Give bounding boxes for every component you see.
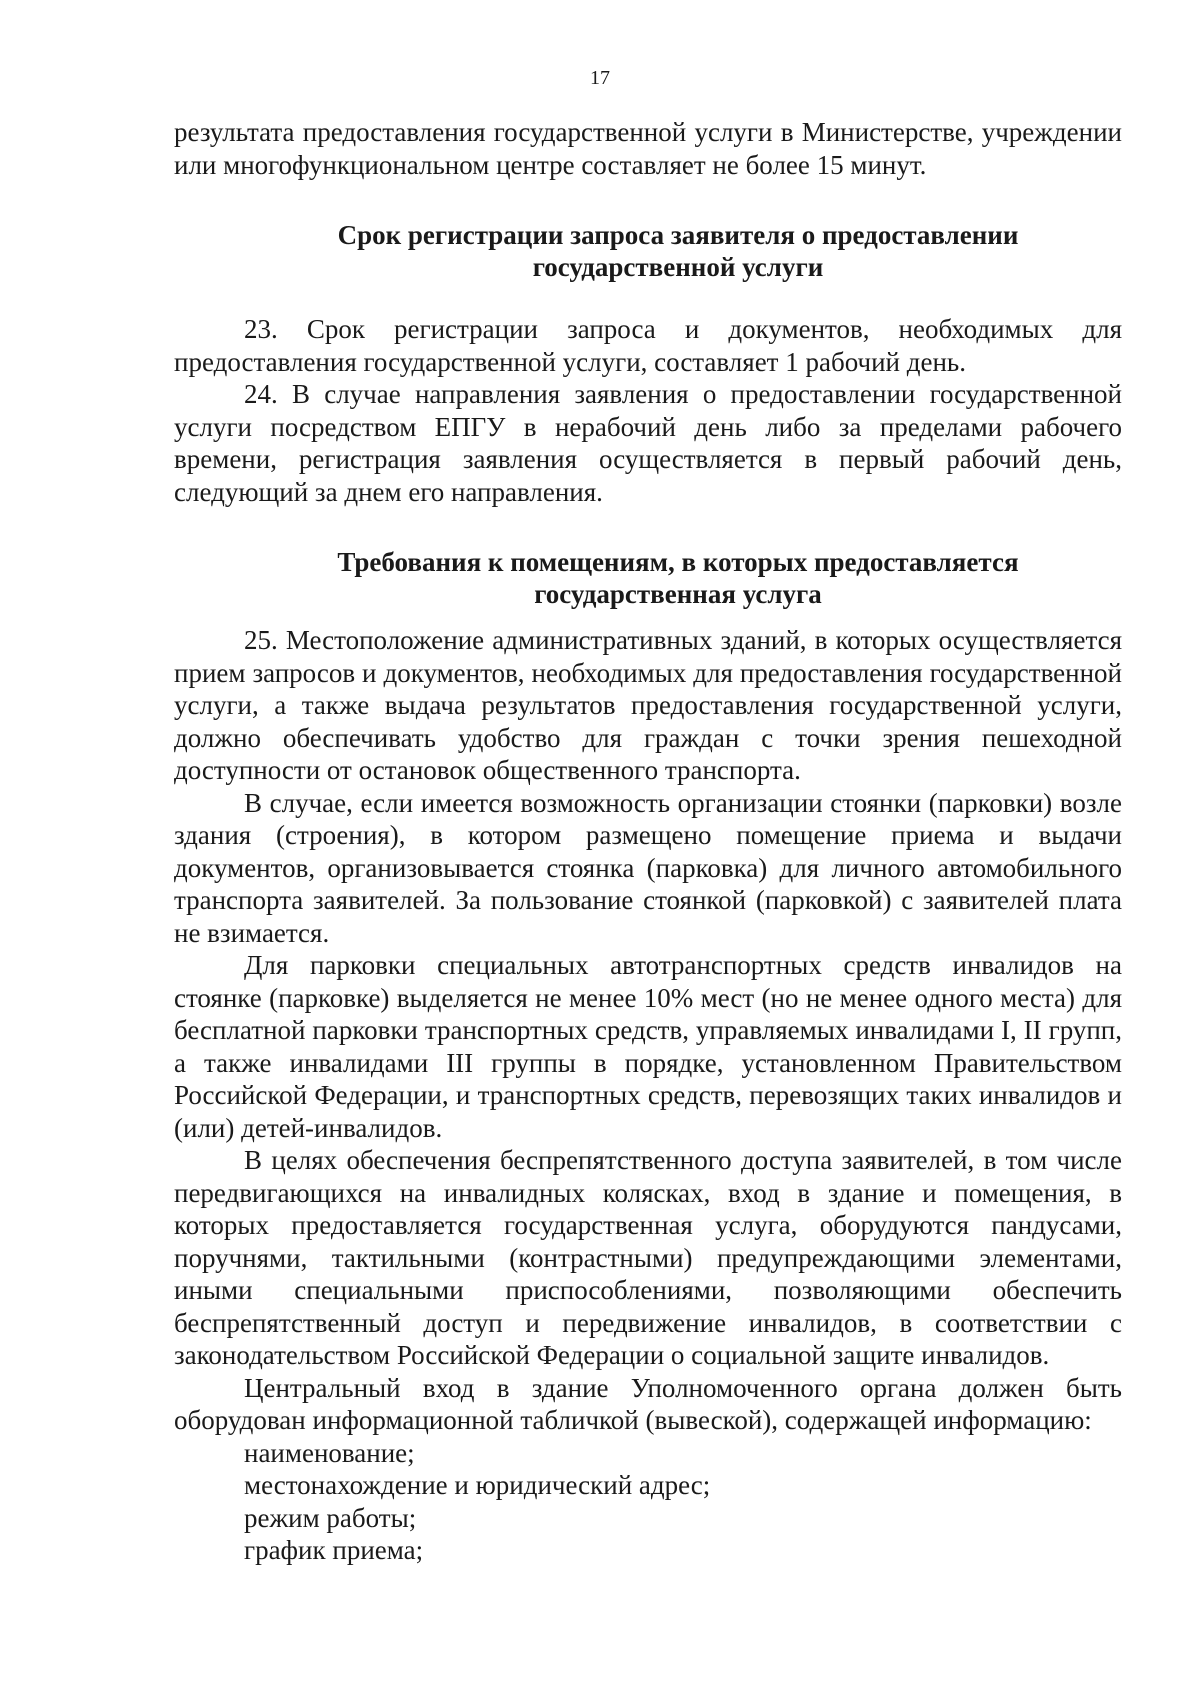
heading-line: Срок регистрации запроса заявителя о предоставлении <box>337 220 1019 250</box>
paragraph-disabled-parking: Для парковки специальных автотранспортных средств инвалидов на стоянке (парковке) выделяется не менее 10% мест (но не менее одного места) для бесплатной парковки транспортных средств, управляемых инвалидами I, II групп, а также инвалидами III группы в порядке, установленном Правительством Российской Федерации, и транспортных средств, перевозящих таких инвалидов и (или) детей-инвалидов. <box>174 950 1122 1143</box>
section-heading-premises <box>174 546 1122 610</box>
paragraph-24: 24. В случае направления заявления о предоставлении государственной услуги посредством ЕПГУ в нерабочий день либо за пределами рабочего времени, регистрация заявления осуществляется в первый рабочий день, следующий за днем его направления. <box>174 379 1122 507</box>
sign-info-list <box>174 1437 1122 1567</box>
paragraph-accessibility: В целях обеспечения беспрепятственного доступа заявителей, в том числе передвигающихся на инвалидных колясках, вход в здание и помещения, в которых предоставляется государственная услуга, оборудуются пандусами, поручнями, тактильными (контрастными) предупреждающими элементами, иными специальными приспособлениями, позволяющими обеспечить беспрепятственный доступ и передвижение инвалидов, в соответствии с законодательством Российской Федерации о социальной защите инвалидов. <box>174 1145 1122 1370</box>
page-number: 17 <box>590 67 610 89</box>
list-item: график приема; <box>244 1535 424 1565</box>
list-item: режим работы; <box>244 1502 417 1533</box>
paragraph-entrance-sign: Центральный вход в здание Уполномоченного органа должен быть оборудован информационной табличкой (вывеской), содержащей информацию: <box>174 1372 1122 1435</box>
paragraph-25: 25. Местоположение административных зданий, в которых осуществляется прием запросов и документов, необходимых для предоставления государственной услуги, а также выдача результатов предоставления государственной услуги, должно обеспечивать удобство для граждан с точки зрения пешеходной доступности от остановок общественного транспорта. <box>174 625 1122 785</box>
heading-line: Требования к помещениям, в которых предоставляется <box>337 547 1019 577</box>
paragraph-23: 23. Срок регистрации запроса и документов, необходимых для предоставления государственной услуги, составляет 1 рабочий день. <box>174 314 1122 377</box>
section-heading-registration <box>174 219 1122 283</box>
intro-paragraph: результата предоставления государственной услуги в Министерстве, учреждении или многофункциональном центре составляет не более 15 минут. <box>174 117 1122 180</box>
heading-line: государственная услуга <box>534 579 822 609</box>
list-item: наименование; <box>244 1437 415 1468</box>
list-item: местонахождение и юридический адрес; <box>244 1470 711 1500</box>
document-body <box>174 116 1122 1567</box>
heading-line: государственной услуги <box>532 252 824 282</box>
paragraph-parking: В случае, если имеется возможность организации стоянки (парковки) возле здания (строения), в котором размещено помещение приема и выдачи документов, организовывается стоянка (парковка) для личного автомобильного транспорта заявителей. За пользование стоянкой (парковкой) с заявителей плата не взимается. <box>174 787 1122 948</box>
